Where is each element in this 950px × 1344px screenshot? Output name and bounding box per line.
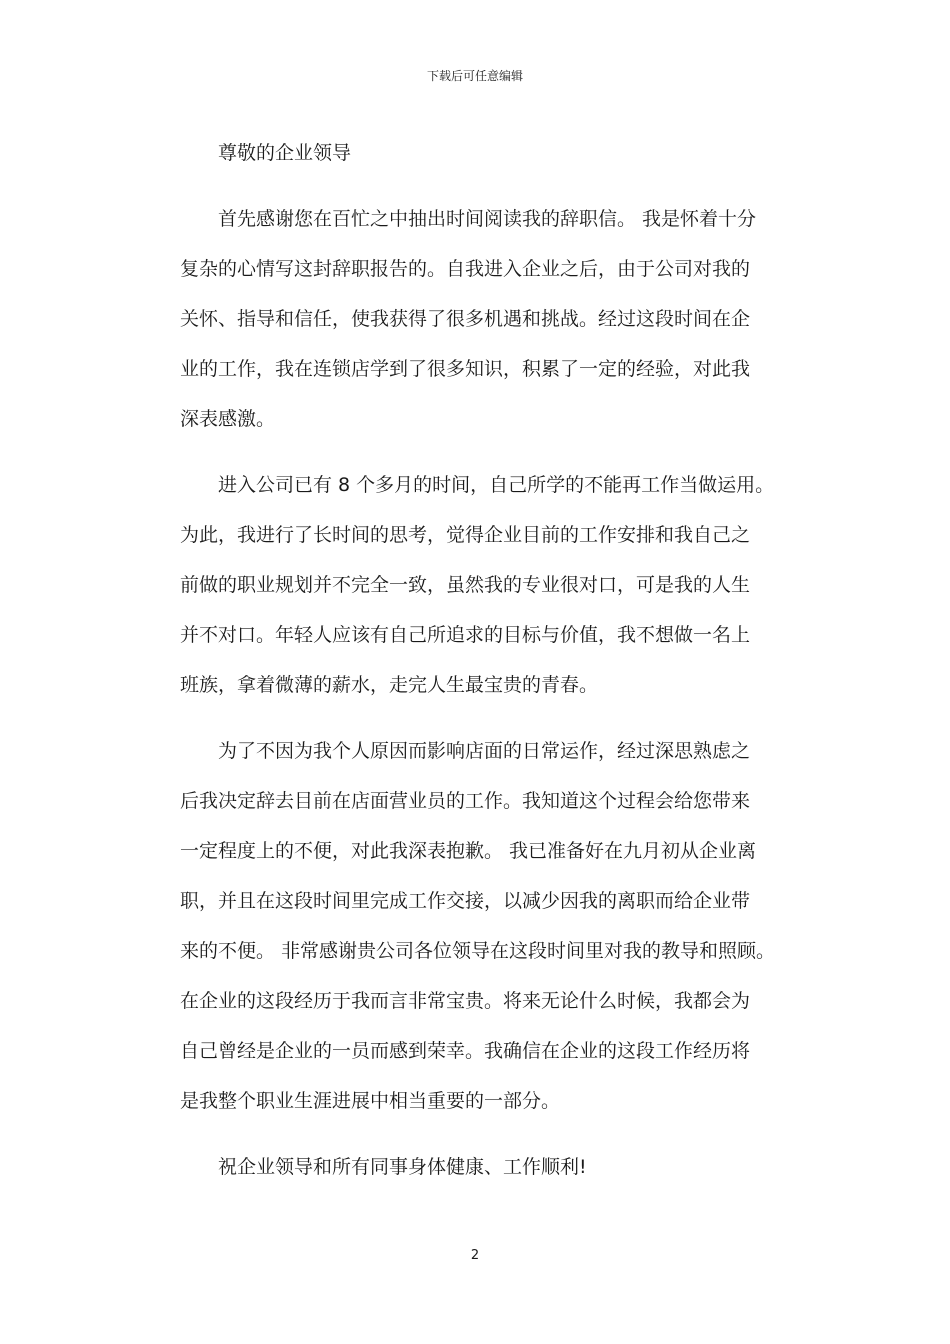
- paragraph-line: 前做的职业规划并不完全一致，虽然我的专业很对口，可是我的人生: [180, 574, 751, 596]
- salutation: 尊敬的企业领导: [218, 142, 352, 164]
- paragraph-2: [180, 460, 780, 710]
- paragraph-line: 一定程度上的不便，对此我深表抱歉。 我已准备好在九月初从企业离: [180, 840, 757, 862]
- paragraph-line: 为此，我进行了长时间的思考，觉得企业目前的工作安排和我自己之: [180, 524, 751, 546]
- paragraph-line: 业的工作，我在连锁店学到了很多知识，积累了一定的经验，对此我: [180, 358, 751, 380]
- paragraph-line: 为了不因为我个人原因而影响店面的日常运作，经过深思熟虑之: [218, 740, 751, 762]
- paragraph-line: 并不对口。年轻人应该有自己所追求的目标与价值，我不想做一名上: [180, 624, 751, 646]
- paragraph-line: 自己曾经是企业的一员而感到荣幸。我确信在企业的这段工作经历将: [180, 1040, 751, 1062]
- paragraph-line: 班族，拿着微薄的薪水，走完人生最宝贵的青春。: [180, 674, 599, 696]
- paragraph-gap: [180, 178, 780, 194]
- paragraph-1: [180, 194, 780, 444]
- paragraph-line: 深表感激。: [180, 408, 276, 430]
- paragraph-line: 进入公司已有 8 个多月的时间，自己所学的不能再工作当做运用。: [218, 474, 775, 496]
- paragraph-line: 来的不便。 非常感谢贵公司各位领导在这段时间里对我的教导和照顾。: [180, 940, 776, 962]
- paragraph-line: 关怀、指导和信任，使我获得了很多机遇和挑战。经过这段时间在企: [180, 308, 751, 330]
- paragraph-3: [180, 726, 780, 1126]
- page-number: 2: [470, 1248, 480, 1263]
- paragraph-line: 首先感谢您在百忙之中抽出时间阅读我的辞职信。 我是怀着十分: [218, 208, 757, 230]
- letter-body: [180, 128, 780, 1192]
- paragraph-line: 在企业的这段经历于我而言非常宝贵。将来无论什么时候，我都会为: [180, 990, 751, 1012]
- paragraph-gap: [180, 710, 780, 726]
- paragraph-gap: [180, 1126, 780, 1142]
- paragraph-line: 职，并且在这段时间里完成工作交接，以减少因我的离职而给企业带: [180, 890, 751, 912]
- paragraph-line: 是我整个职业生涯进展中相当重要的一部分。: [180, 1090, 561, 1112]
- page-header: 下载后可任意编辑: [426, 69, 523, 83]
- paragraph-line: 后我决定辞去目前在店面营业员的工作。我知道这个过程会给您带来: [180, 790, 751, 812]
- paragraph-gap: [180, 444, 780, 460]
- closing-line: 祝企业领导和所有同事身体健康、工作顺利!: [218, 1156, 587, 1178]
- paragraph-line: 复杂的心情写这封辞职报告的。自我进入企业之后，由于公司对我的: [180, 258, 751, 280]
